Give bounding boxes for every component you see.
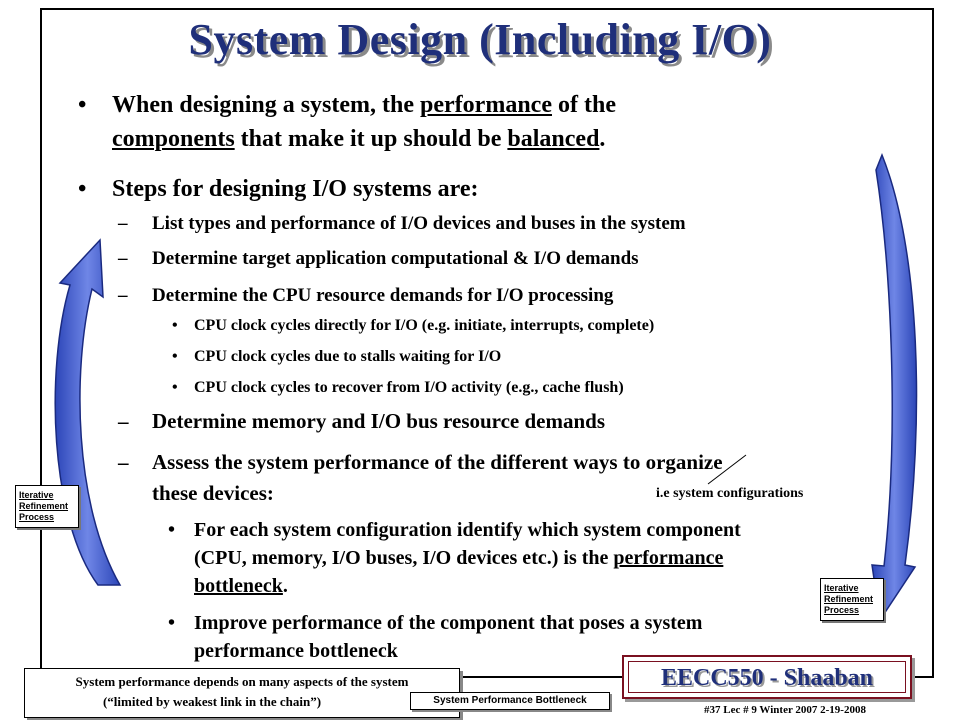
underlined-performance: performance [420, 92, 552, 118]
left-refinement-arrow [55, 240, 120, 585]
system-configurations-note: i.e system configurations [656, 486, 804, 501]
improve-text: Improve performance of the component that poses a system [194, 612, 703, 634]
cpu-item-text: CPU clock cycles directly for I/O (e.g. initiate, interrupts, complete) [194, 317, 655, 334]
label-line: Process [19, 512, 55, 522]
course-name: EECC550 - Shaaban [628, 661, 906, 693]
config-text: For each system configuration identify which system component [194, 519, 741, 541]
text: . [599, 126, 606, 152]
label-line: Refinement [19, 501, 69, 511]
label-line: Iterative [824, 583, 859, 593]
performance-note-box [24, 668, 460, 718]
text: When designing a system, the [112, 92, 415, 118]
bullet-glyph: • [78, 92, 87, 118]
config-text: (CPU, memory, I/O buses, I/O devices etc.) is the [194, 547, 609, 569]
step-text: List types and performance of I/O devices and buses in the system [152, 213, 686, 234]
underlined-performance: performance [613, 547, 724, 569]
bullet-glyph: • [172, 379, 178, 396]
bullet-glyph: • [172, 317, 178, 334]
course-badge [622, 655, 912, 699]
dash-glyph: – [118, 450, 129, 474]
cpu-item-text: CPU clock cycles due to stalls waiting for I/O [194, 348, 502, 365]
right-refinement-arrow [872, 155, 917, 620]
assess-text: these devices: [152, 481, 274, 505]
bullet-glyph: • [168, 612, 176, 634]
slide-title: System Design (Including I/O) [188, 15, 772, 64]
iterative-refinement-label-left [15, 485, 79, 528]
step-text: Determine memory and I/O bus resource demands [152, 409, 606, 433]
performance-bottleneck-box: System Performance Bottleneck [410, 692, 610, 710]
underlined-bottleneck: bottleneck [194, 575, 283, 597]
step-text: Determine target application computational & I/O demands [152, 248, 639, 269]
slide-footer: #37 Lec # 9 Winter 2007 2-19-2008 [704, 704, 866, 716]
text: that make it up should be [240, 126, 502, 152]
label-line: Process [824, 605, 860, 615]
config-text: . [282, 575, 288, 597]
dash-glyph: – [118, 248, 128, 269]
iterative-refinement-label-right [820, 578, 884, 621]
underlined-balanced: balanced [507, 126, 600, 152]
bullet-glyph: • [172, 348, 178, 365]
bullet-glyph: • [168, 519, 176, 541]
text: Steps for designing I/O systems are: [112, 176, 479, 202]
note-line: System performance depends on many aspects of the system [75, 674, 409, 689]
bullet-glyph: • [78, 176, 87, 202]
underlined-components: components [112, 126, 235, 152]
assess-text: Assess the system performance of the different ways to organize [152, 450, 723, 474]
improve-text: performance bottleneck [194, 640, 398, 662]
label-line: Refinement [824, 594, 874, 604]
label-line: Iterative [19, 490, 54, 500]
config-note-connector [708, 455, 746, 484]
dash-glyph: – [118, 409, 129, 433]
note-line: (“limited by weakest link in the chain”) [102, 694, 322, 709]
text: of the [557, 92, 616, 118]
dash-glyph: – [118, 213, 128, 234]
step-text: Determine the CPU resource demands for I/O processing [152, 285, 614, 306]
dash-glyph: – [118, 285, 128, 306]
cpu-item-text: CPU clock cycles to recover from I/O activity (e.g., cache flush) [194, 379, 624, 396]
